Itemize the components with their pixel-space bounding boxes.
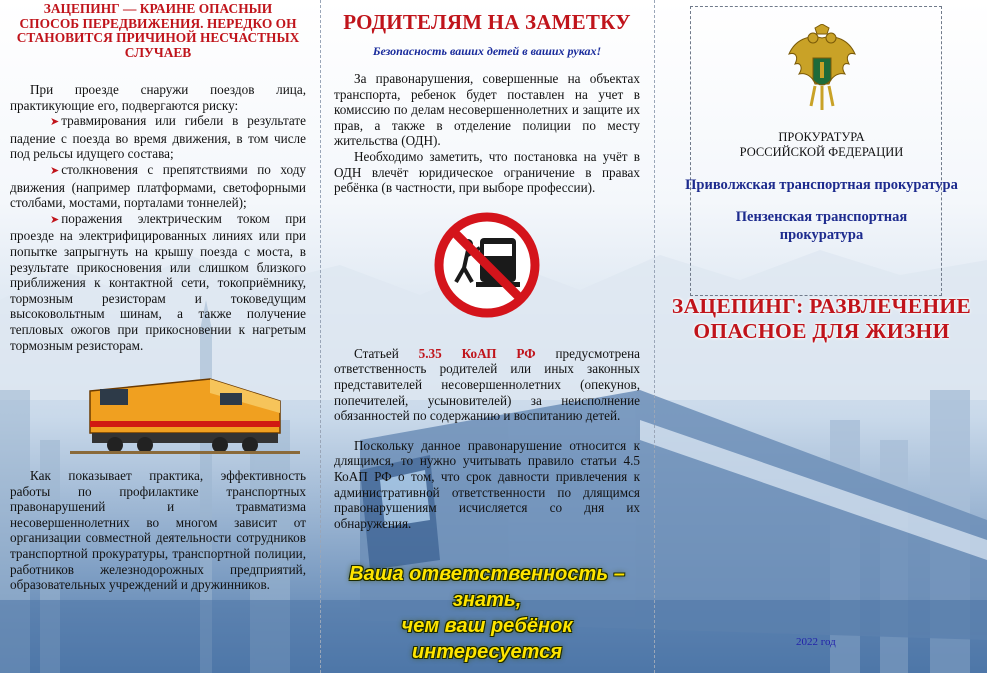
law-text xyxy=(334,346,640,532)
middle-panel xyxy=(322,0,652,673)
arrow-bullet-icon: ➤ xyxy=(50,164,60,177)
outro-text-block xyxy=(10,468,306,593)
locomotive-illustration xyxy=(70,361,300,456)
dept-privolzhskaya: Приволжская транспортная прокуратура xyxy=(685,177,958,193)
dept-penzenskaya: Пензенская транспортная прокуратура xyxy=(735,209,908,243)
fold-line xyxy=(320,0,321,673)
intro-text: При проезде снаружи поездов лица, практикующие его, подвергаются риску: xyxy=(10,82,306,113)
emblem-icon xyxy=(785,24,859,112)
paragraph: За правонарушения, совершенные на объектах транспорта, ребенок будет поставлен на учет в комиссию по делам несовершеннолетних и защите их прав, а также в отделение полиции по месту жительства (ОДН). xyxy=(334,71,640,149)
parents-text xyxy=(334,71,640,196)
list-item: ➤ травмирования или гибели в результате падение с поезда во время движения, в том числе под рельсы идущего состава; xyxy=(10,113,306,162)
paragraph: Поскольку данное правонарушение относится к длящимся, то нужно учитывать правило статьи 4.5 КоАП РФ о том, что срок давности привлечения к административной ответственности по длящимся правонарушениям исчисляется со дня их обнаружения. xyxy=(334,437,640,531)
main-title: ЗАЦЕПИНГ: РАЗВЛЕЧЕНИЕ ОПАСНОЕ ДЛЯ ЖИЗНИ xyxy=(671,294,972,343)
org-name: ПРОКУРАТУРА РОССИЙСКОЙ ФЕДЕРАЦИИ xyxy=(739,130,904,159)
list-item: ➤ поражения электрическим током при проезде на электрифицированных линиях или при попытке запрыгнуть на крышу поезда с моста, в результате прикосновения или слишком близкого приближения к контактной сети, токоприёмнику, тормозным резисторам и токоведущим высоковольтным шинам, а также получение тепловых ожогов при прикосновении к нагретым тормозным резисторам. xyxy=(10,210,306,353)
parents-subtitle: Безопасность ваших детей в ваших руках! xyxy=(372,44,602,58)
list-item: ➤ столкновения с препятствиями по ходу движения (например платформами, светофорными столбами, мостами, порталами тоннелей); xyxy=(10,161,306,211)
left-heading: ЗАЦЕПИНГ — КРАИНЕ ОПАСНЫИ СПОСОБ ПЕРЕДВИЖЕНИЯ. НЕРЕДКО ОН СТАНОВИТСЯ ПРИЧИНОЙ НЕСЧАСТНЫХ СЛУЧАЕВ xyxy=(16,1,300,60)
risk-list xyxy=(10,82,306,353)
paragraph: Необходимо заметить, что постановка на учёт в ОДН влечёт юридическое ограничение в правах ребёнка (в частности, при выборе профессии). xyxy=(334,148,640,196)
slogan: Ваша ответственность – знать, чем ваш ребёнок интересуется xyxy=(349,563,625,664)
paragraph: Статьей 5.35 КоАП РФ предусмотрена ответственность родителей или иных законных представителей несовершеннолетних (опекунов, попечителей, усыновителей) за неисполнение обязанностей по содержанию и воспитанию детей. xyxy=(334,345,641,424)
left-panel xyxy=(0,0,318,673)
arrow-bullet-icon: ➤ xyxy=(50,116,60,129)
year-label: 2022 год xyxy=(796,636,836,648)
fold-line xyxy=(654,0,655,673)
no-train-surfing-sign xyxy=(432,210,542,320)
parents-title: РОДИТЕЛЯМ НА ЗАМЕТКУ xyxy=(343,10,631,34)
right-panel xyxy=(656,0,987,673)
outro-text: Как показывает практика, эффективность работы по профилактике транспортных правонарушений и травматизма несовершеннолетних во многом зависит от организации совместной деятельности сотрудников транспортной прокуратуры, транспортной полиции, работников железнодорожных предприятий, образовательных учреждений и дружинников. xyxy=(10,468,306,593)
arrow-bullet-icon: ➤ xyxy=(50,213,60,226)
